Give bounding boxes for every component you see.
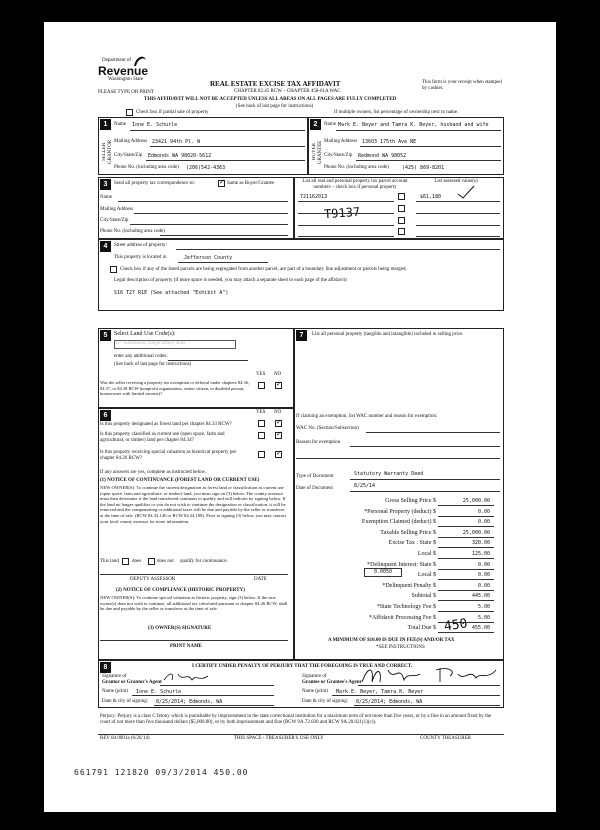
current-use-yes-checkbox[interactable] (258, 432, 265, 439)
grantee-name: Mark E. Beyer, Tamra K. Beyer (336, 689, 424, 695)
if-any-yes: If any answers are yes, complete as instructed below. (100, 470, 207, 475)
does-not-label: does not (157, 559, 174, 564)
tax-line-rule (438, 558, 494, 559)
assessed-header: List assessed value(s) (434, 179, 478, 184)
parcel-pp-checkbox-4[interactable] (398, 228, 405, 235)
section-7-badge: 7 (296, 330, 307, 341)
historic-question: Is this property receiving special valuation as historical property per chapter 84.26 RCW? (100, 450, 237, 461)
tax-line-value: 5.00 (477, 604, 490, 610)
forest-notice-text: NEW OWNER(S): To continue the current designation as forest land or classification as current use (open space, farm and agriculture, or timber) land, you must sign on (3) below. The county assessor must then determine if the land transferred continues to qualify and will indicate by signing below. If the land no longer qualifies or you do not wish to continue the designation or classification, it will be removed and the compensating or additional taxes will be due and payable by the seller or transferor at the time of sale. (RCW 84.33.140 or RCW 84.34.108). Prior to signing (3) below, you may contact your local county assessor for more information. (100, 485, 287, 524)
parcel-header: List all real and personal property tax parcel account numbers – check box if personal property (302, 179, 408, 190)
exempt-yes-checkbox[interactable] (258, 382, 265, 389)
tax-line-value: 0.00 (477, 519, 490, 526)
grantee-signature (360, 662, 500, 686)
tax-line-value: 25,000.00 (462, 498, 490, 504)
does-not-checkbox[interactable] (148, 558, 155, 565)
check-mark-icon (456, 184, 476, 200)
form-title: REAL ESTATE EXCISE TAX AFFIDAVIT (210, 80, 341, 88)
seller-city-label: City/State/Zip (114, 153, 143, 158)
boundary-label: Check box if any of the listed parcels are being segregated from another parcel, are part of a boundary line adjustment or parcels being merged. (120, 267, 407, 272)
tax-line-label: Gross Selling Price $ (385, 498, 436, 504)
tax-line-value: 320.00 (471, 540, 490, 547)
forest-notice-title: (1) NOTICE OF CONTINUANCE (FOREST LAND OR CURRENT USE) (100, 478, 260, 483)
handwritten-total: 450 (443, 616, 469, 635)
tax-line-rule (438, 611, 494, 612)
form-chapter: CHAPTER 82.45 RCW – CHAPTER 458-61A WAC (234, 89, 341, 94)
buyer-phone-label: Phone No. (including area code) (324, 165, 389, 170)
seller-city: Edmonds WA 98020-5612 (148, 153, 212, 159)
tax-line-value: 0.00 (477, 572, 490, 579)
buyer-city-label: City/State/Zip (324, 153, 353, 158)
grantor-signature (162, 670, 212, 684)
section-5-badge: 5 (100, 330, 111, 341)
tax-line-value: 0.00 (477, 582, 490, 589)
print-instruction: PLEASE TYPE OR PRINT (98, 90, 154, 95)
dept-line3: Washington State (108, 77, 144, 82)
partial-sale-checkbox[interactable] (126, 109, 133, 116)
doc-type-label: Type of Document (296, 474, 334, 479)
grantor-date: 8/25/2014; Edmonds, WA (156, 699, 223, 705)
assessed-value: $61,180 (420, 194, 442, 200)
buyer-side-label: BUYER GRANTEE (312, 140, 323, 164)
certify-text: I CERTIFY UNDER PENALTY OF PERJURY THAT THE FOREGOING IS TRUE AND CORRECT. (192, 664, 413, 669)
historic-notice-title: (2) NOTICE OF COMPLIANCE (HISTORIC PROPERTY) (116, 588, 245, 593)
seller-phone-label: Phone No. (including area code) (114, 165, 179, 170)
grantee-date: 8/25/2014; Edmonds, WA (356, 699, 423, 705)
exempt-question: Was the seller receiving a property tax exemption or deferral under chapters 84.36, 84.37, or 84.38 RCW (nonprofit organization, senior citizen, or disabled person, homeowner with limited income)? (100, 380, 250, 396)
s6-no: NO (274, 410, 282, 415)
tax-line-label: *Delinquent Penalty $ (382, 582, 436, 589)
tax-line-rule (438, 537, 494, 538)
perjury-text: Perjury: Perjury is a class C felony which is punishable by imprisonment in the state correctional institution for a maximum term of not more than five years, or by a fine in an amount fixed by the court of not more than five thousand dollars ($5,000.00), or by both imprisonment and fine (RCW 9A.72.030 and RCW 9A.20.021(1)(c)). (100, 714, 492, 725)
reason-label: Reason for exemption (296, 440, 341, 445)
land-use-no: NO (274, 372, 282, 377)
dept-line1: Department of (102, 58, 132, 63)
land-use-label: Select Land Use Code(s): (114, 331, 176, 337)
same-as-buyer-checkbox[interactable] (218, 180, 225, 187)
tax-line-label: Local $ (417, 572, 436, 579)
tax-line-rule (438, 600, 494, 601)
minimum-notice: A MINIMUM OF $10.00 IS DUE IN FEE(S) AND/OR TAX (328, 638, 455, 643)
forest-no-checkbox[interactable] (275, 420, 282, 427)
grantor-agent-label: Grantor or Grantor's Agent (102, 680, 162, 685)
tax-line-label: Subtotal $ (411, 593, 436, 600)
grantee-date-label: Date & city of signing: (302, 699, 349, 704)
parcel-number: 721162013 (300, 194, 328, 200)
section-8-badge: 8 (100, 662, 111, 673)
owner-signature-label: (3) OWNER(S) SIGNATURE (148, 626, 212, 631)
doc-type: Statutory Warranty Deed (354, 471, 424, 477)
parcel-pp-checkbox-3[interactable] (398, 217, 405, 224)
buyer-name: Mark E. Beyer and Tamra K. Beyer, husband and wife (338, 122, 489, 128)
parcel-pp-checkbox-2[interactable] (398, 205, 405, 212)
print-name-label: PRINT NAME (170, 644, 202, 649)
tax-line-value: 5.00 (477, 614, 490, 621)
land-use-yes: YES (256, 372, 266, 377)
current-use-no-checkbox[interactable] (275, 432, 282, 439)
buyer-phone: (425) 869-8201 (402, 165, 445, 171)
tax-line-value: 0.00 (477, 508, 490, 515)
tax-line-value: 125.00 (471, 551, 490, 557)
tax-line-rule (438, 579, 494, 580)
see-back: (See back of last page for instructions) (236, 104, 314, 109)
tax-line-label: Excise Tax : State $ (388, 540, 436, 547)
partial-sale-label: Check box if partial sale of property (136, 110, 209, 115)
current-use-question: Is this property classified as current use (open space, farm and agricultural, or timber) land per chapter 84.34? (100, 432, 225, 443)
grantor-sig-label: Signature of (102, 674, 127, 679)
tax-line-label: Exemption Claimed (deduct) $ (361, 519, 436, 526)
historic-notice-text: NEW OWNER(S): To continue special valuation as historic property, sign (3) below. If the new owner(s) does not wish to continue, all additional tax calculated pursuant to chapter 84.26 RCW, shall be due and payable by the seller or transferor at the time of sale. (100, 595, 288, 612)
personal-property-label: List all personal property (tangible and intangible) included in selling price. (312, 332, 464, 337)
tax-line-value: 445.00 (471, 593, 490, 600)
legal-value: S16 T27 R1E (See attached "Exhibit A") (114, 290, 229, 296)
tax-line-rule (438, 505, 494, 506)
exemption-label: If claiming an exemption, list WAC number and reason for exemption: (296, 414, 438, 419)
same-as-buyer-label: Same as Buyer/Grantee (227, 181, 275, 186)
buyer-city: Redmond WA 98052 (358, 153, 407, 159)
form-warning: THIS AFFIDAVIT WILL NOT BE ACCEPTED UNLESS ALL AREAS ON ALL PAGES ARE FULLY COMPLETED (144, 97, 397, 102)
section-4-badge: 4 (100, 241, 111, 252)
deputy-date-label: DATE (254, 577, 267, 582)
doc-date: 8/25/14 (354, 483, 376, 489)
corr-phone-label: Phone No. (including area code) (100, 229, 165, 234)
seller-name: Ione E. Schurle (132, 122, 178, 128)
multiple-owners-note: If multiple owners, list percentage of ownership next to name. (334, 110, 459, 115)
county-treasurer: COUNTY TREASURER (420, 736, 471, 741)
affidavit-page (44, 22, 556, 812)
parcel-handwritten: T9137 (323, 204, 361, 222)
seller-name-label: Name (114, 122, 126, 127)
section-1-badge: 1 (100, 119, 111, 130)
tax-line-rule (438, 516, 494, 517)
seller-address-label: Mailing Address (114, 139, 148, 144)
forest-question: Is this property designated as forest land per chapter 84.33 RCW? (100, 422, 232, 427)
grantee-agent-label: Grantee or Grantee's Agent (302, 680, 362, 685)
tax-line-value: 0.00 (477, 561, 490, 568)
tax-line-rule (438, 590, 494, 591)
section-2-badge: 2 (310, 119, 321, 130)
deputy-assessor-label: DEPUTY ASSESSOR (130, 577, 176, 582)
tax-line-value: 25,000.00 (462, 529, 490, 536)
s6-yes: YES (256, 410, 266, 415)
seller-phone: (206)542-4363 (186, 165, 226, 171)
see-instructions: *SEE INSTRUCTIONS (376, 645, 425, 650)
doc-date-label: Date of Document (296, 486, 333, 491)
section6-box (98, 408, 294, 660)
grantee-name-label: Name (print) (302, 689, 328, 694)
tax-corr-label: Send all property tax correspondence to: (114, 181, 195, 186)
grantor-date-label: Date & city of signing: (102, 699, 149, 704)
does-checkbox[interactable] (122, 558, 129, 565)
historic-no-checkbox[interactable] (275, 451, 282, 458)
section-6-badge: 6 (100, 410, 111, 421)
legal-label: Legal description of property (if more space is needed, you may attach a separate sheet to each page of the affidavit) (114, 278, 347, 283)
street-label: Street address of property: (114, 243, 167, 248)
land-use-select[interactable]: 11 - Household, single family units (114, 340, 236, 349)
county-label: This property is located in (114, 255, 167, 260)
tax-line-label: Taxable Selling Price $ (380, 529, 436, 536)
wac-label: WAC No. (Section/Subsection) (296, 426, 359, 431)
tax-line-label: Total Due $ (407, 625, 436, 632)
grantor-name: Ione E. Schurle (136, 689, 182, 695)
treasurer-stamp: 661791 121820 09/3/2014 450.00 (74, 768, 249, 777)
seller-address: 23421 94th Pl. W (152, 139, 201, 145)
buyer-name-label: Name (324, 122, 336, 127)
exempt-no-checkbox[interactable] (275, 382, 282, 389)
tax-line-rule (438, 526, 494, 527)
local-rate-box[interactable]: 0.0050 (364, 568, 402, 577)
forest-yes-checkbox[interactable] (258, 420, 265, 427)
buyer-address: 13603 175th Ave NE (362, 139, 417, 145)
rev-number: REV 84 0001a (6/26/14) (100, 736, 150, 741)
seller-side-label: SELLER GRANTOR (102, 139, 113, 165)
parcel-pp-checkbox-1[interactable] (398, 193, 405, 200)
does-label: does (132, 559, 142, 564)
dept-line2: Revenue (98, 64, 149, 78)
boundary-checkbox[interactable] (110, 266, 117, 273)
treasurer-space: THIS SPACE - TREASURER'S USE ONLY (234, 736, 324, 741)
corr-address-label: Mailing Address (100, 207, 134, 212)
tax-line-label: *State Technology Fee $ (376, 604, 436, 610)
tax-line-label: *Personal Property (deduct) $ (364, 508, 436, 515)
tax-line-rule (438, 569, 494, 570)
tax-line-rule (438, 547, 494, 548)
grantor-name-label: Name (print) (102, 689, 128, 694)
qualify-label: qualify for continuance. (180, 559, 228, 564)
additional-codes-label: enter any additional codes: (114, 354, 168, 359)
corr-city-label: City/State/Zip (100, 218, 129, 223)
tax-line-label: Local $ (417, 551, 436, 557)
tax-line-label: *Affidavit Processing Fee $ (368, 614, 436, 621)
county-value: Jefferson County (184, 255, 233, 261)
historic-yes-checkbox[interactable] (258, 451, 265, 458)
section-3-badge: 3 (100, 179, 111, 190)
corr-name-label: Name (100, 195, 112, 200)
grantee-sig-label: Signature of (302, 674, 327, 679)
tax-line-label: *Delinquent Interest: State $ (367, 561, 436, 568)
receipt-note: This form is your receipt when stamped by cashier. (422, 80, 502, 91)
tax-line-value: 455.00 (471, 625, 490, 632)
land-use-see: (See back of last page for instructions) (114, 362, 192, 367)
this-land-label: This land (100, 559, 119, 564)
buyer-address-label: Mailing Address (324, 139, 358, 144)
